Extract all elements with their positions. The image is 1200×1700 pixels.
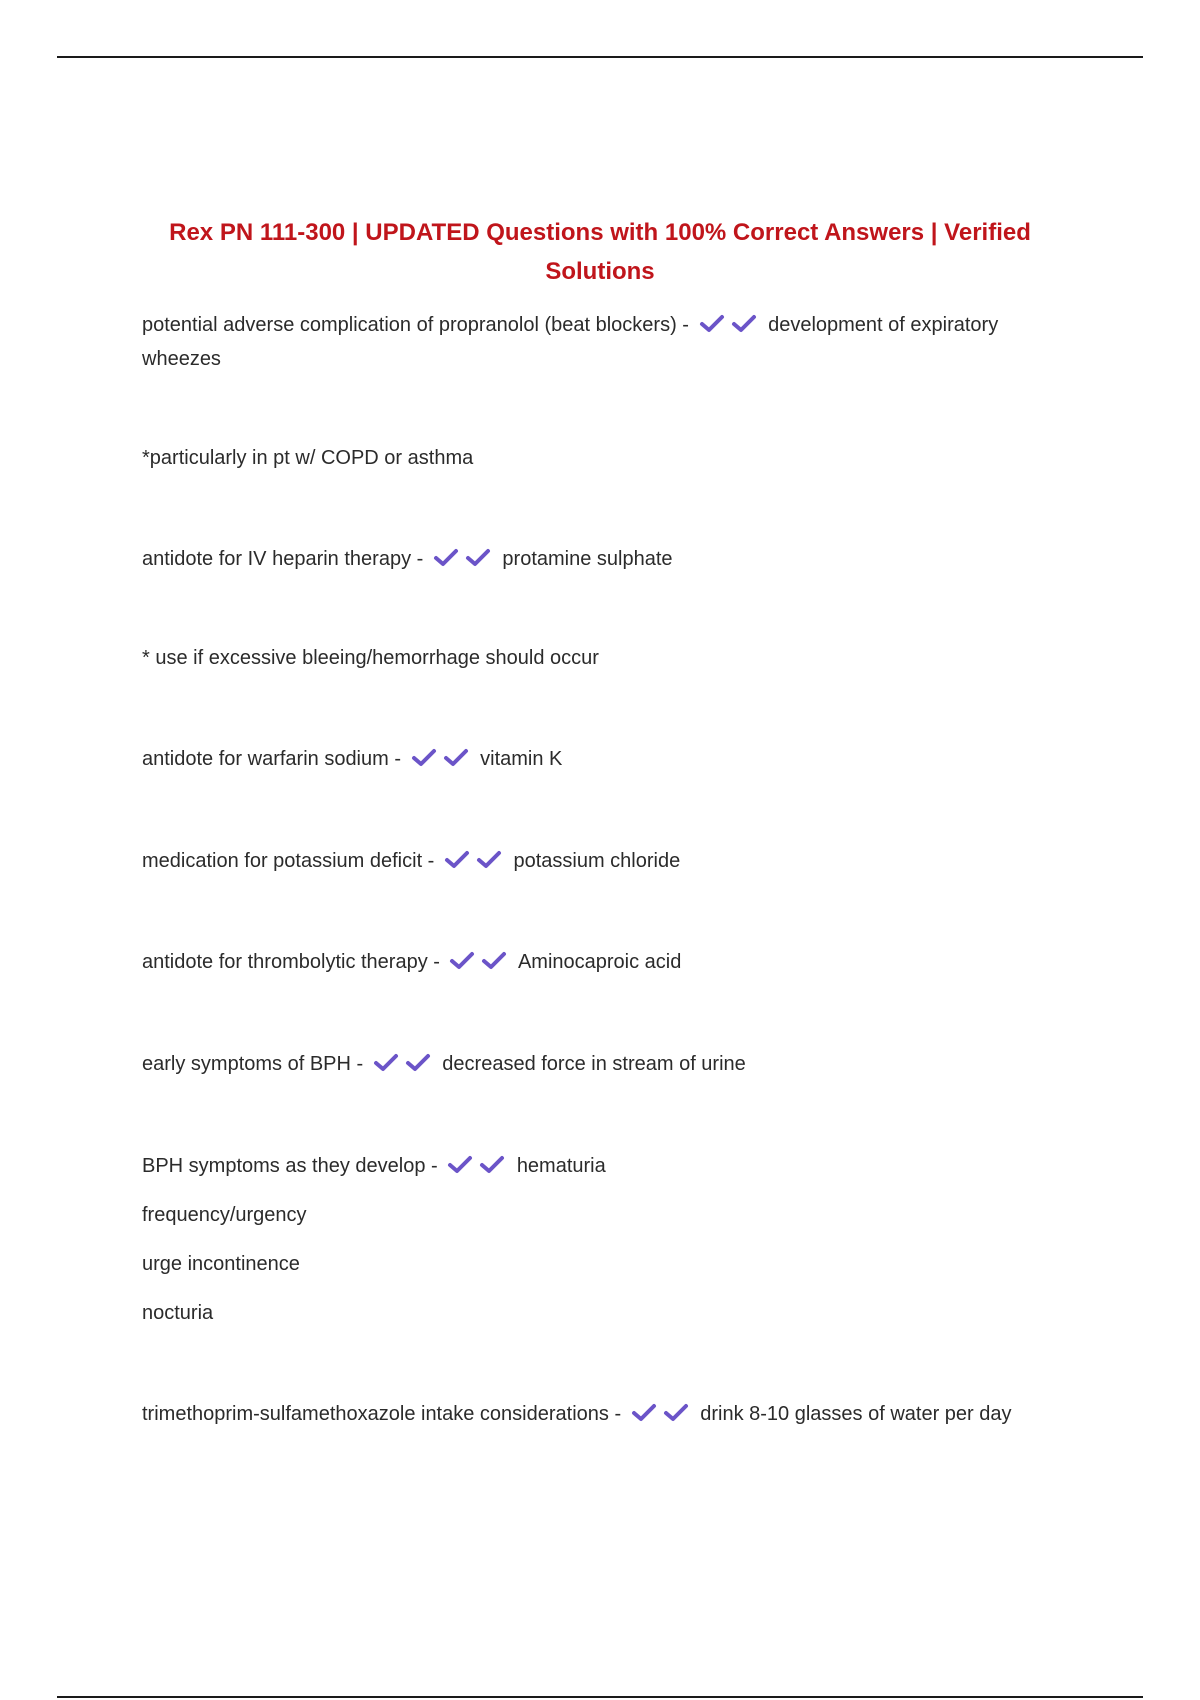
check-icon bbox=[481, 951, 507, 971]
check-icon bbox=[443, 748, 469, 768]
document-title: Rex PN 111-300 | UPDATED Questions with 100% Correct Answers | Verified Solutions bbox=[169, 219, 1031, 285]
note-line: frequency/urgency bbox=[142, 1204, 307, 1226]
note-line: * use if excessive bleeing/hemorrhage should occur bbox=[142, 647, 599, 669]
check-icon bbox=[449, 951, 475, 971]
check-icon bbox=[411, 748, 437, 768]
qa-entry bbox=[142, 1397, 1042, 1431]
qa-entry bbox=[142, 308, 1042, 376]
answer-text: decreased force in stream of urine bbox=[442, 1053, 746, 1075]
answer-text: drink 8-10 glasses of water per day bbox=[700, 1403, 1012, 1425]
qa-entry bbox=[142, 945, 1042, 979]
question-text: potential adverse complication of propranolol (beat blockers) - bbox=[142, 314, 689, 336]
answer-text: hematuria bbox=[516, 1155, 606, 1177]
check-icon bbox=[447, 1155, 473, 1175]
top-rule bbox=[57, 56, 1143, 58]
note-line: urge incontinence bbox=[142, 1253, 300, 1275]
check-icon bbox=[373, 1053, 399, 1073]
question-text: early symptoms of BPH - bbox=[142, 1053, 364, 1075]
question-text: trimethoprim-sulfamethoxazole intake considerations - bbox=[142, 1403, 622, 1425]
check-icon bbox=[433, 548, 459, 568]
qa-entry bbox=[142, 542, 1042, 576]
check-icon bbox=[631, 1403, 657, 1423]
answer-text: potassium chloride bbox=[513, 850, 681, 872]
check-icon bbox=[479, 1155, 505, 1175]
qa-entry bbox=[142, 1149, 1042, 1183]
note-line: *particularly in pt w/ COPD or asthma bbox=[142, 447, 474, 469]
question-text: antidote for warfarin sodium - bbox=[142, 748, 402, 770]
check-icon bbox=[405, 1053, 431, 1073]
check-icon bbox=[663, 1403, 689, 1423]
check-icon bbox=[476, 850, 502, 870]
question-text: BPH symptoms as they develop - bbox=[142, 1155, 438, 1177]
check-icon bbox=[699, 314, 725, 334]
qa-entry bbox=[142, 742, 1042, 776]
answer-text: protamine sulphate bbox=[502, 548, 673, 570]
qa-entry bbox=[142, 1047, 1042, 1081]
qa-entry bbox=[142, 844, 1042, 878]
check-icon bbox=[465, 548, 491, 568]
question-text: antidote for IV heparin therapy - bbox=[142, 548, 424, 570]
note-line: nocturia bbox=[142, 1302, 214, 1324]
bottom-rule bbox=[57, 1696, 1143, 1698]
question-text: medication for potassium deficit - bbox=[142, 850, 435, 872]
question-text: antidote for thrombolytic therapy - bbox=[142, 951, 440, 973]
answer-text: vitamin K bbox=[480, 748, 563, 770]
check-icon bbox=[444, 850, 470, 870]
answer-text: Aminocaproic acid bbox=[517, 951, 682, 973]
answer-text: development of expiratory wheezes bbox=[142, 314, 999, 370]
check-icon bbox=[731, 314, 757, 334]
